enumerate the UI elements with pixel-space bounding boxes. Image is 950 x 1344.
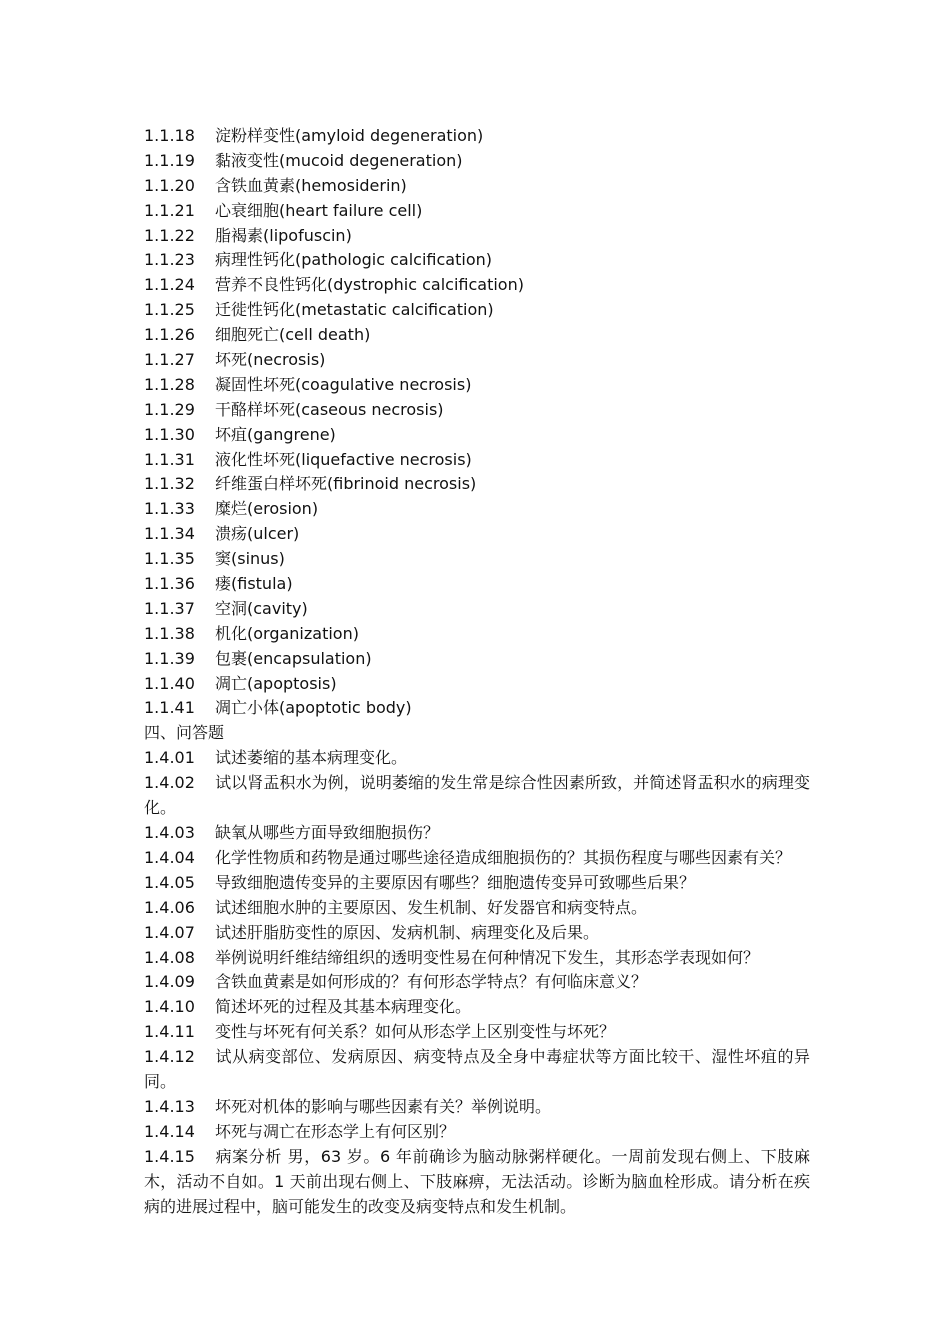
term-text: 纤维蛋白样坏死(fibrinoid necrosis) xyxy=(215,474,477,494)
question-item xyxy=(144,921,810,946)
term-number: 1.1.32 xyxy=(144,474,195,494)
term-text: 坏疽(gangrene) xyxy=(215,424,336,444)
term-number: 1.1.28 xyxy=(144,374,195,394)
term-item xyxy=(144,373,810,398)
question-item xyxy=(144,995,810,1020)
term-number: 1.1.37 xyxy=(144,598,195,618)
question-item xyxy=(144,1045,810,1095)
term-item xyxy=(144,149,810,174)
term-number: 1.1.33 xyxy=(144,499,195,519)
term-number: 1.1.39 xyxy=(144,648,195,668)
question-number: 1.4.03 xyxy=(144,822,195,842)
question-number: 1.4.06 xyxy=(144,897,195,917)
question-number: 1.4.09 xyxy=(144,972,195,992)
question-item xyxy=(144,1145,810,1220)
term-item xyxy=(144,423,810,448)
question-item xyxy=(144,1120,810,1145)
term-item xyxy=(144,647,810,672)
term-text: 迁徙性钙化(metastatic calcification) xyxy=(215,300,494,320)
question-text: 坏死对机体的影响与哪些因素有关？举例说明。 xyxy=(215,1096,552,1116)
term-item xyxy=(144,298,810,323)
term-number: 1.1.35 xyxy=(144,549,195,569)
question-item xyxy=(144,746,810,771)
term-text: 窦(sinus) xyxy=(215,549,285,569)
question-text: 简述坏死的过程及其基本病理变化。 xyxy=(215,997,472,1017)
term-item xyxy=(144,497,810,522)
question-number: 1.4.14 xyxy=(144,1121,195,1141)
term-text: 淀粉样变性(amyloid degeneration) xyxy=(215,126,484,145)
term-number: 1.1.31 xyxy=(144,449,195,469)
question-item xyxy=(144,821,810,846)
question-item xyxy=(144,771,810,821)
term-text: 瘘(fistula) xyxy=(215,574,293,594)
term-text: 凋亡小体(apoptotic body) xyxy=(215,698,412,718)
question-text: 试从病变部位、发病原因、病变特点及全身中毒症状等方面比较干、湿性坏疽的异同。 xyxy=(144,1047,810,1092)
term-item xyxy=(144,672,810,697)
term-number: 1.1.38 xyxy=(144,623,195,643)
term-number: 1.1.36 xyxy=(144,574,195,594)
term-item xyxy=(144,572,810,597)
term-text: 脂褐素(lipofuscin) xyxy=(215,225,352,245)
term-item xyxy=(144,323,810,348)
term-text: 溃疡(ulcer) xyxy=(215,524,300,544)
question-text: 化学性物质和药物是通过哪些途径造成细胞损伤的？其损伤程度与哪些因素有关？ xyxy=(215,847,792,867)
question-number: 1.4.08 xyxy=(144,947,195,967)
question-item xyxy=(144,871,810,896)
term-text: 黏液变性(mucoid degeneration) xyxy=(215,150,463,170)
question-text: 缺氧从哪些方面导致细胞损伤？ xyxy=(215,822,440,842)
term-number: 1.1.22 xyxy=(144,225,195,245)
question-number: 1.4.12 xyxy=(144,1047,195,1067)
term-number: 1.1.41 xyxy=(144,698,195,718)
question-number: 1.4.01 xyxy=(144,748,195,768)
term-text: 细胞死亡(cell death) xyxy=(215,325,371,345)
question-item xyxy=(144,970,810,995)
term-item xyxy=(144,348,810,373)
question-number: 1.4.11 xyxy=(144,1022,195,1042)
question-text: 举例说明纤维结缔组织的透明变性易在何种情况下发生，其形态学表现如何？ xyxy=(215,947,760,967)
question-item xyxy=(144,896,810,921)
term-item xyxy=(144,472,810,497)
term-item xyxy=(144,124,810,149)
term-number: 1.1.27 xyxy=(144,350,195,370)
document-page xyxy=(144,124,810,1219)
question-item xyxy=(144,946,810,971)
term-text: 包裹(encapsulation) xyxy=(215,648,372,668)
term-text: 病理性钙化(pathologic calcification) xyxy=(215,250,492,270)
term-text: 干酪样坏死(caseous necrosis) xyxy=(215,399,444,419)
term-item xyxy=(144,248,810,273)
term-item xyxy=(144,174,810,199)
question-text: 含铁血黄素是如何形成的？有何形态学特点？有何临床意义？ xyxy=(215,972,648,992)
question-item xyxy=(144,1095,810,1120)
term-number: 1.1.23 xyxy=(144,250,195,270)
term-number: 1.1.19 xyxy=(144,150,195,170)
term-number: 1.1.18 xyxy=(144,126,195,145)
term-text: 凋亡(apoptosis) xyxy=(215,673,337,693)
question-text: 病案分析 男，63 岁。6 年前确诊为脑动脉粥样硬化。一周前发现右侧上、下肢麻木，活动不自如。1 天前出现右侧上、下肢麻痹，无法活动。诊断为脑血栓形成。请分析在疾病的进展过程中，脑可能发生的改变及病变特点和发生机制。 xyxy=(144,1146,810,1216)
term-number: 1.1.30 xyxy=(144,424,195,444)
question-text: 导致细胞遗传变异的主要原因有哪些？细胞遗传变异可致哪些后果？ xyxy=(215,872,696,892)
question-text: 试述细胞水肿的主要原因、发生机制、好发器官和病变特点。 xyxy=(215,897,648,917)
question-number: 1.4.05 xyxy=(144,872,195,892)
term-item xyxy=(144,224,810,249)
question-number: 1.4.02 xyxy=(144,773,195,793)
question-number: 1.4.04 xyxy=(144,847,195,867)
question-number: 1.4.15 xyxy=(144,1146,195,1166)
question-number: 1.4.13 xyxy=(144,1096,195,1116)
term-text: 糜烂(erosion) xyxy=(215,499,319,519)
term-number: 1.1.20 xyxy=(144,175,195,195)
term-number: 1.1.25 xyxy=(144,300,195,320)
term-number: 1.1.40 xyxy=(144,673,195,693)
term-number: 1.1.24 xyxy=(144,275,195,295)
term-item xyxy=(144,199,810,224)
question-text: 变性与坏死有何关系？如何从形态学上区别变性与坏死？ xyxy=(215,1022,616,1042)
term-item xyxy=(144,398,810,423)
term-number: 1.1.34 xyxy=(144,524,195,544)
term-text: 液化性坏死(liquefactive necrosis) xyxy=(215,449,472,469)
term-text: 含铁血黄素(hemosiderin) xyxy=(215,175,407,195)
term-text: 机化(organization) xyxy=(215,623,359,643)
term-item xyxy=(144,448,810,473)
term-item xyxy=(144,273,810,298)
term-text: 空洞(cavity) xyxy=(215,598,308,618)
question-number: 1.4.10 xyxy=(144,997,195,1017)
question-number: 1.4.07 xyxy=(144,922,195,942)
question-text: 试述萎缩的基本病理变化。 xyxy=(215,748,408,768)
question-item xyxy=(144,846,810,871)
term-text: 营养不良性钙化(dystrophic calcification) xyxy=(215,275,524,295)
term-item xyxy=(144,597,810,622)
term-item xyxy=(144,547,810,572)
term-number: 1.1.21 xyxy=(144,200,195,220)
question-text: 试以肾盂积水为例，说明萎缩的发生常是综合性因素所致，并简述肾盂积水的病理变化。 xyxy=(144,773,810,818)
term-number: 1.1.29 xyxy=(144,399,195,419)
term-item xyxy=(144,522,810,547)
term-item xyxy=(144,696,810,721)
term-text: 心衰细胞(heart failure cell) xyxy=(215,200,423,220)
question-text: 试述肝脂肪变性的原因、发病机制、病理变化及后果。 xyxy=(215,922,600,942)
question-text: 坏死与凋亡在形态学上有何区别？ xyxy=(215,1121,456,1141)
question-item xyxy=(144,1020,810,1045)
term-text: 坏死(necrosis) xyxy=(215,350,326,370)
term-item xyxy=(144,622,810,647)
term-text: 凝固性坏死(coagulative necrosis) xyxy=(215,374,472,394)
section-heading: 四、问答题 xyxy=(144,723,225,743)
term-number: 1.1.26 xyxy=(144,325,195,345)
